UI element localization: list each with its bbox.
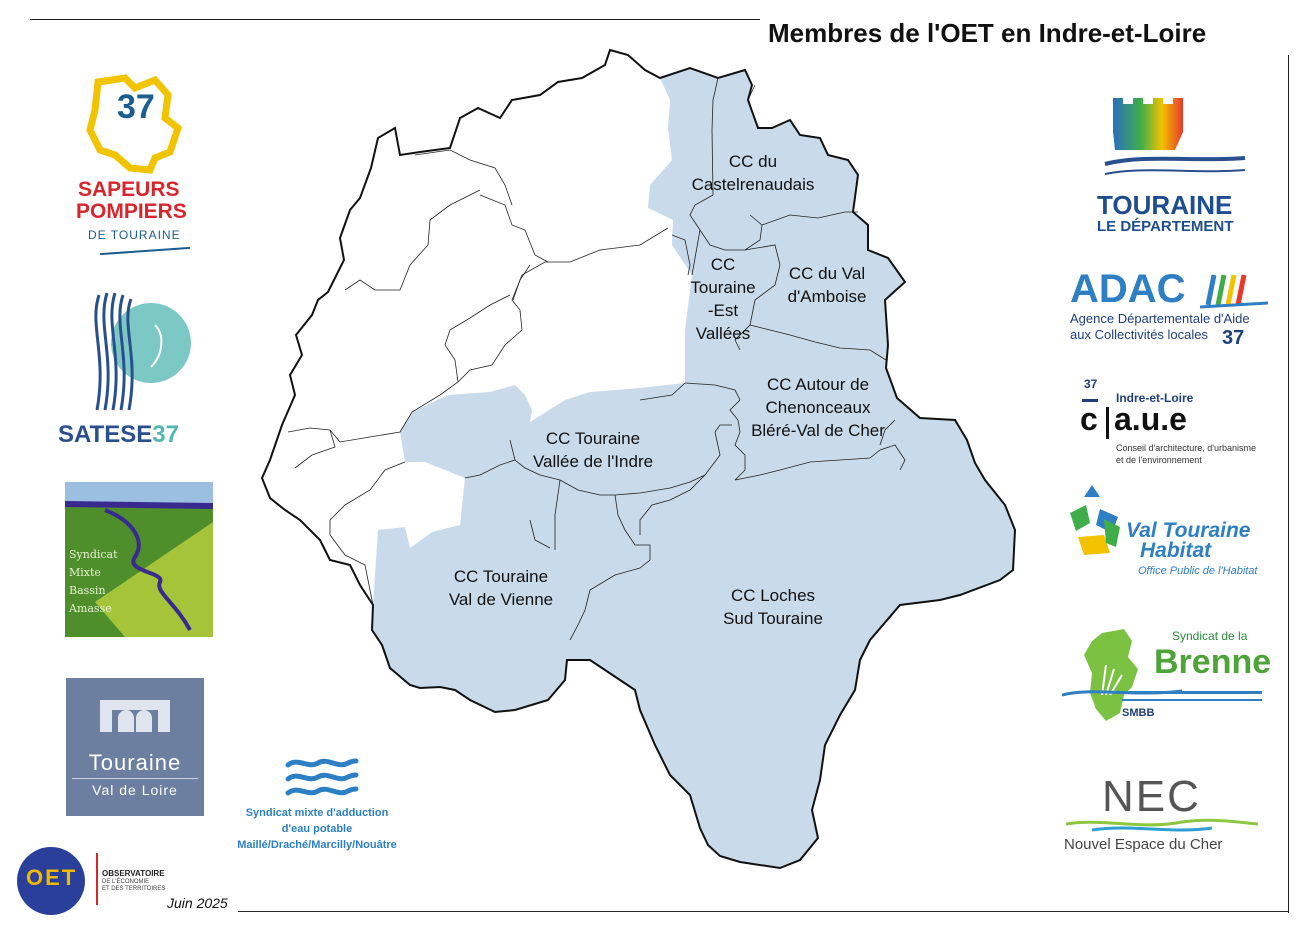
oet-letters: OET: [26, 865, 78, 890]
nec-abbr: NEC: [1102, 772, 1201, 821]
caue-num: 37: [1084, 377, 1098, 391]
caue-rest: a.u.e: [1114, 401, 1187, 437]
logo-adac: [1070, 265, 1270, 360]
sapeurs-badge: 37: [117, 88, 155, 126]
logo-oet: [16, 845, 176, 917]
vth-symbol-icon: [1064, 483, 1134, 563]
sapeurs-swoosh: [100, 247, 190, 255]
touraine-vdl-divider: [72, 778, 198, 779]
amasse-l3: Bassin: [69, 584, 106, 597]
logo-amasse: [65, 482, 213, 637]
touraine-dept-l2: LE DÉPARTEMENT: [1097, 218, 1234, 235]
label-loches-2: Sud Touraine: [723, 609, 823, 628]
label-castelrenaudais-2: Castelrenaudais: [691, 175, 815, 194]
adac-l2: aux Collectivités locales: [1070, 327, 1209, 342]
touraine-dept-l1: TOURAINE: [1097, 190, 1233, 220]
adduction-l2: d'eau potable: [281, 823, 353, 835]
brenne-l2: Brenne: [1154, 643, 1272, 681]
label-val-vienne-1: CC Touraine: [453, 567, 549, 586]
amasse-l2: Mixte: [69, 566, 101, 579]
logo-nec: [1062, 772, 1262, 862]
logo-touraine-val-de-loire: [66, 678, 204, 816]
adac-name: ADAC: [1070, 267, 1186, 311]
adac-stripes-icon: [1200, 267, 1270, 312]
oet-red-bar: [96, 853, 98, 905]
vth-l2: Habitat: [1140, 539, 1212, 562]
label-chenonceaux-2: Chenonceaux: [765, 398, 871, 417]
sapeurs-line2: POMPIERS: [76, 200, 187, 223]
caue-c: c: [1080, 401, 1098, 437]
water-waves-icon: [232, 755, 428, 803]
adac-l1: Agence Départementale d'Aide: [1070, 311, 1250, 326]
nec-name: Nouvel Espace du Cher: [1064, 836, 1223, 853]
brenne-wave1: [1122, 691, 1262, 694]
date-label: Juin 2025: [167, 895, 228, 911]
label-touraine-est-1: CC: [710, 255, 736, 274]
touraine-dept-tower-icon: [1095, 92, 1255, 192]
amasse-l4: Amasse: [69, 602, 112, 615]
sapeurs-line1: SAPEURS: [78, 178, 180, 201]
label-val-vienne-2: Val de Vienne: [448, 590, 554, 609]
oet-l2: DE L'ÉCONOMIE: [102, 879, 150, 885]
label-loches-1: CC Loches: [730, 586, 816, 605]
label-vallee-indre-1: CC Touraine: [545, 429, 641, 448]
touraine-vdl-castle-icon: [66, 678, 204, 738]
label-val-amboise-2: d'Amboise: [787, 287, 867, 306]
satese-text-a: SATESE: [58, 421, 153, 448]
logo-syndicat-adduction: [232, 755, 428, 855]
logo-touraine-departement: [1095, 92, 1255, 242]
label-vallee-indre-2: Vallée de l'Indre: [532, 452, 654, 471]
logo-sapeurs-pompiers: [70, 70, 210, 265]
sapeurs-line3: DE TOURAINE: [88, 228, 181, 242]
touraine-vdl-l2: Val de Loire: [92, 782, 178, 798]
label-castelrenaudais-1: CC du: [728, 152, 778, 171]
caue-dept: Indre-et-Loire: [1116, 391, 1194, 405]
caue-l2: et de l'environnement: [1116, 455, 1202, 465]
satese-name-a: [58, 421, 179, 449]
adac-num: 37: [1222, 327, 1245, 349]
label-chenonceaux-3: Bléré-Val de Cher: [751, 421, 885, 440]
label-val-amboise-1: CC du Val: [788, 264, 866, 283]
logo-caue: [1080, 375, 1270, 470]
caue-l1: Conseil d'architecture, d'urbanisme: [1116, 443, 1257, 453]
oet-l1: OBSERVATOIRE: [102, 869, 165, 878]
nec-wave-icon: [1062, 816, 1262, 836]
logo-syndicat-brenne: [1062, 625, 1272, 725]
oet-l3: ET DES TERRITOIRES: [102, 886, 166, 892]
label-touraine-est-4: Vallées: [695, 324, 751, 343]
logo-satese37: [55, 285, 220, 450]
touraine-vdl-l1: Touraine: [88, 750, 182, 775]
label-chenonceaux-1: CC Autour de: [766, 375, 870, 394]
brenne-l3: SMBB: [1122, 707, 1155, 719]
amasse-l1: Syndicat: [69, 548, 118, 561]
brenne-wave2: [1122, 699, 1262, 701]
caue-bar: [1106, 407, 1109, 439]
vth-l3: Office Public de l'Habitat: [1138, 565, 1258, 577]
vth-l1: Val Touraine: [1126, 519, 1251, 542]
adduction-l1: Syndicat mixte d'adduction: [245, 807, 389, 819]
map-title: Membres de l'OET en Indre-et-Loire: [768, 18, 1207, 48]
adduction-l3: Maillé/Draché/Marcilly/Nouâtre: [237, 839, 397, 851]
satese-text-b: 37: [152, 421, 179, 448]
brenne-l1: Syndicat de la: [1172, 629, 1248, 643]
logo-val-touraine-habitat: [1064, 483, 1279, 583]
label-touraine-est-3: -Est: [707, 301, 739, 320]
satese-wave-icon: [55, 285, 220, 415]
label-touraine-est-2: Touraine: [690, 278, 756, 297]
